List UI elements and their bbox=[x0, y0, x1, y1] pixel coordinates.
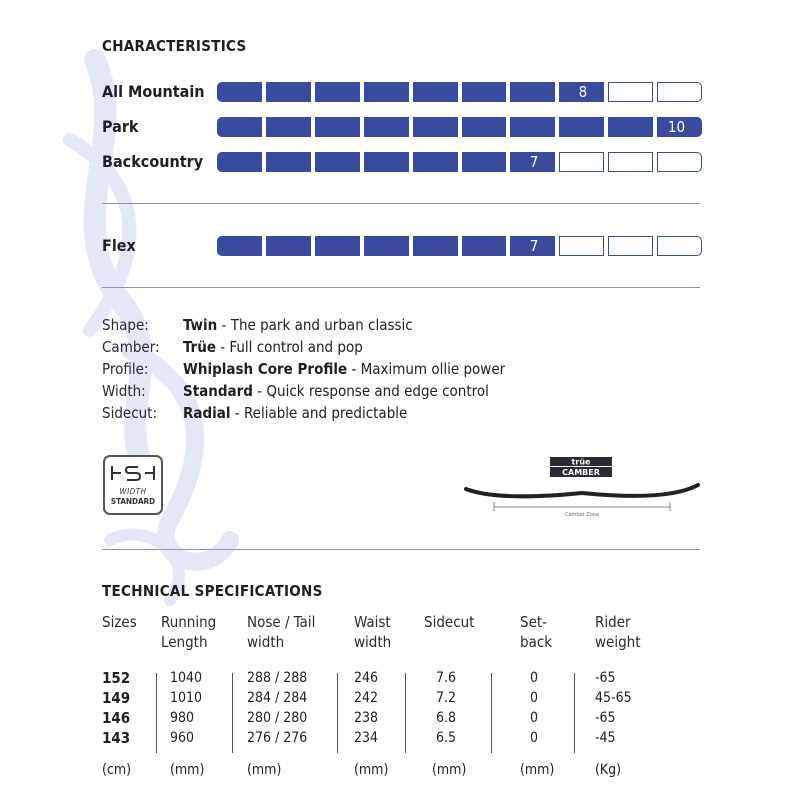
spec-setback: 0 bbox=[530, 670, 539, 686]
rating-label-flex: Flex bbox=[102, 236, 136, 255]
rating-segment bbox=[462, 152, 507, 172]
spec-nose-tail: 288 / 288 bbox=[247, 670, 308, 686]
property-key: Camber: bbox=[102, 338, 160, 356]
property-key: Profile: bbox=[102, 360, 149, 378]
rating-segment bbox=[217, 152, 262, 172]
spec-size: 152 bbox=[102, 669, 131, 687]
header-sizes: Sizes bbox=[102, 613, 137, 631]
rating-segment bbox=[266, 82, 311, 102]
spec-rider-weight: 45-65 bbox=[595, 690, 632, 706]
rating-segment bbox=[657, 82, 702, 102]
camber-logo-bottom: CAMBER bbox=[562, 468, 600, 477]
spec-setback: 0 bbox=[530, 730, 539, 746]
property-desc: - Full control and pop bbox=[215, 338, 363, 356]
unit-running-length: (mm) bbox=[170, 762, 205, 778]
rating-label-backcountry: Backcountry bbox=[102, 152, 204, 171]
spec-running-length: 1040 bbox=[170, 670, 203, 686]
spec-rider-weight: -65 bbox=[595, 710, 616, 726]
rating-segment bbox=[413, 236, 458, 256]
column-separator bbox=[405, 673, 406, 753]
spec-rider-weight: -65 bbox=[595, 670, 616, 686]
spec-running-length: 980 bbox=[170, 710, 195, 726]
board-profile bbox=[466, 485, 698, 496]
rating-segment bbox=[462, 117, 507, 137]
divider bbox=[102, 203, 700, 204]
column-separator bbox=[574, 673, 575, 753]
property-name: Radial bbox=[183, 404, 231, 422]
rating-label-all-mountain: All Mountain bbox=[102, 82, 205, 101]
divider bbox=[102, 287, 700, 288]
rating-value-segment: 8 bbox=[559, 82, 604, 102]
spec-size: 143 bbox=[102, 729, 131, 747]
characteristics-title: CHARACTERISTICS bbox=[102, 37, 247, 55]
spec-sidecut: 7.2 bbox=[436, 690, 457, 706]
rating-segment bbox=[266, 236, 311, 256]
column-separator bbox=[156, 673, 157, 753]
header-setback: Set- back bbox=[520, 613, 553, 651]
property-key: Shape: bbox=[102, 316, 149, 334]
rating-label-park: Park bbox=[102, 117, 139, 136]
width-icon bbox=[109, 463, 157, 483]
rating-segment bbox=[559, 117, 604, 137]
unit-waist: (mm) bbox=[354, 762, 389, 778]
spec-waist: 246 bbox=[354, 670, 379, 686]
property-key: Sidecut: bbox=[102, 404, 158, 422]
camber-zone-bracket bbox=[494, 502, 670, 511]
specs-title: TECHNICAL SPECIFICATIONS bbox=[102, 582, 323, 600]
unit-setback: (mm) bbox=[520, 762, 555, 778]
rating-segment bbox=[608, 152, 653, 172]
spec-size: 149 bbox=[102, 689, 131, 707]
rating-segment bbox=[608, 117, 653, 137]
rating-segment bbox=[413, 82, 458, 102]
unit-rider-weight: (Kg) bbox=[595, 762, 622, 778]
camber-profile-graphic bbox=[462, 455, 702, 525]
spec-size: 146 bbox=[102, 709, 131, 727]
spec-sidecut: 6.8 bbox=[436, 710, 457, 726]
rating-segment bbox=[266, 117, 311, 137]
rating-segment bbox=[413, 152, 458, 172]
camber-zone-label: Camber Zone bbox=[564, 512, 600, 518]
unit-sizes: (cm) bbox=[102, 762, 132, 778]
spec-nose-tail: 276 / 276 bbox=[247, 730, 308, 746]
spec-nose-tail: 284 / 284 bbox=[247, 690, 308, 706]
rating-segment bbox=[364, 117, 409, 137]
unit-sidecut: (mm) bbox=[432, 762, 467, 778]
rating-segment bbox=[315, 236, 360, 256]
spec-sidecut: 7.6 bbox=[436, 670, 457, 686]
rating-segment bbox=[413, 117, 458, 137]
rating-scale-backcountry bbox=[217, 152, 702, 172]
spec-running-length: 960 bbox=[170, 730, 195, 746]
unit-nose-tail: (mm) bbox=[247, 762, 282, 778]
header-waist-width: Waist width bbox=[354, 613, 392, 651]
rating-segment bbox=[217, 82, 262, 102]
rating-segment bbox=[266, 152, 311, 172]
header-nose-tail-width: Nose / Tail width bbox=[247, 613, 316, 651]
rating-segment bbox=[364, 82, 409, 102]
rating-segment bbox=[315, 82, 360, 102]
rating-scale-park bbox=[217, 117, 702, 137]
header-running-length: Running Length bbox=[161, 613, 217, 651]
property-desc: - Quick response and edge control bbox=[252, 382, 489, 400]
spec-waist: 234 bbox=[354, 730, 379, 746]
property-name: Whiplash Core Profile bbox=[183, 360, 348, 378]
property-desc: - Maximum ollie power bbox=[347, 360, 506, 378]
rating-value-segment: 7 bbox=[510, 236, 555, 256]
rating-segment bbox=[657, 152, 702, 172]
rating-segment bbox=[510, 82, 555, 102]
column-separator bbox=[491, 673, 492, 753]
spec-running-length: 1010 bbox=[170, 690, 203, 706]
badge-line-standard: STANDARD bbox=[110, 497, 156, 506]
spec-setback: 0 bbox=[530, 690, 539, 706]
width-standard-badge bbox=[103, 455, 163, 515]
rating-segment bbox=[217, 236, 262, 256]
rating-segment bbox=[462, 236, 507, 256]
rating-value-segment: 7 bbox=[510, 152, 555, 172]
rating-segment bbox=[364, 152, 409, 172]
rating-segment bbox=[364, 236, 409, 256]
spec-sidecut: 6.5 bbox=[436, 730, 457, 746]
badge-line-width: WIDTH bbox=[119, 487, 147, 496]
rating-segment bbox=[462, 82, 507, 102]
rating-segment bbox=[608, 236, 653, 256]
rating-scale-flex bbox=[217, 236, 702, 256]
rating-segment bbox=[657, 236, 702, 256]
property-key: Width: bbox=[102, 382, 146, 400]
column-separator bbox=[232, 673, 233, 753]
header-sidecut: Sidecut bbox=[424, 613, 475, 631]
rating-segment bbox=[315, 117, 360, 137]
header-rider-weight: Rider weight bbox=[595, 613, 641, 651]
rating-segment bbox=[559, 236, 604, 256]
property-desc: - Reliable and predictable bbox=[230, 404, 408, 422]
property-desc: - The park and urban classic bbox=[217, 316, 413, 334]
rating-segment bbox=[510, 117, 555, 137]
rating-segment bbox=[608, 82, 653, 102]
property-name: Twin bbox=[183, 316, 218, 334]
property-name: Trüe bbox=[183, 338, 216, 356]
rating-segment bbox=[559, 152, 604, 172]
spec-nose-tail: 280 / 280 bbox=[247, 710, 308, 726]
property-name: Standard bbox=[183, 382, 253, 400]
rating-value-segment: 10 bbox=[657, 117, 702, 137]
rating-segment bbox=[315, 152, 360, 172]
rating-scale-all-mountain bbox=[217, 82, 702, 102]
rating-segment bbox=[217, 117, 262, 137]
spec-waist: 242 bbox=[354, 690, 379, 706]
spec-rider-weight: -45 bbox=[595, 730, 616, 746]
spec-waist: 238 bbox=[354, 710, 379, 726]
spec-setback: 0 bbox=[530, 710, 539, 726]
column-separator bbox=[337, 673, 338, 753]
divider bbox=[102, 549, 700, 550]
camber-logo-top: trüe bbox=[571, 457, 591, 467]
